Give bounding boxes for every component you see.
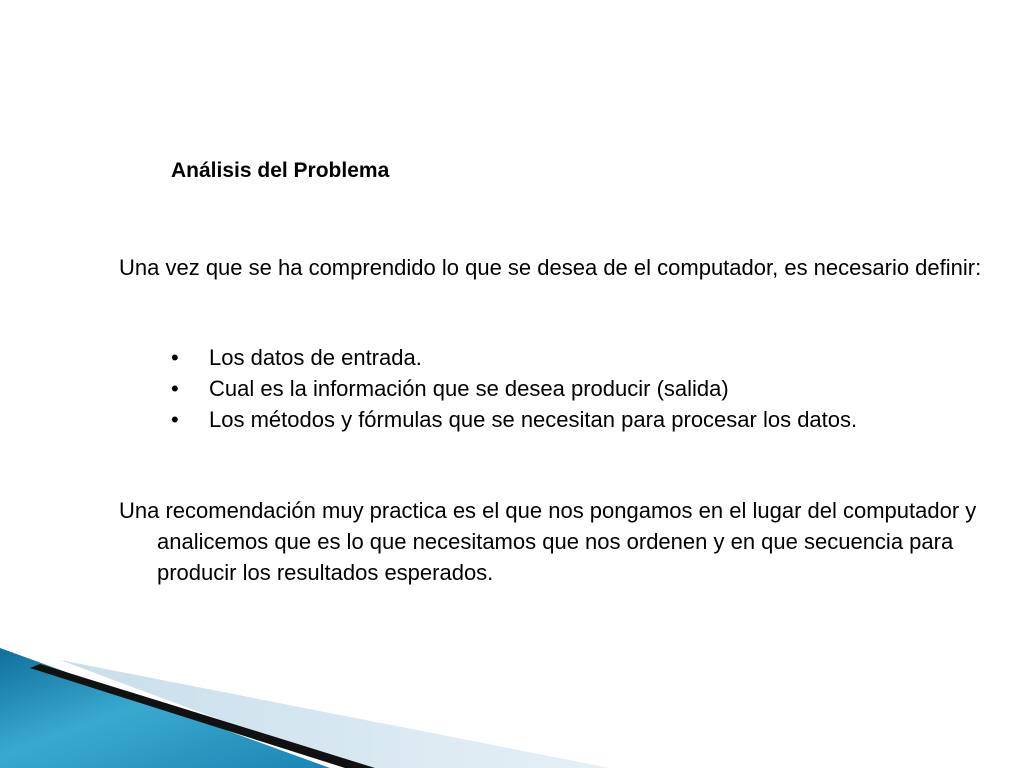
bullet-item [171,342,931,373]
recommendation-paragraph: Una recomendación muy practica es el que nos pongamos en el lugar del computador y analicemos que es lo que necesitamos que nos ordenen y en que secuencia para producir los resultados esperados. [119,498,977,585]
bullet-icon: • [171,376,179,401]
bullet-text: Los datos de entrada. [209,345,422,370]
decorative-wave [0,640,1024,768]
bullet-icon: • [171,407,179,432]
bullet-item [171,404,931,435]
bullet-list [171,342,931,435]
bullet-text: Cual es la información que se desea producir (salida) [209,376,729,401]
intro-paragraph: Una vez que se ha comprendido lo que se desea de el computador, es necesario definir: [119,255,982,280]
slide-title: Análisis del Problema [171,159,390,182]
bullet-icon: • [171,345,179,370]
bullet-text: Los métodos y fórmulas que se necesitan para procesar los datos. [209,407,858,432]
bullet-item [171,373,931,404]
